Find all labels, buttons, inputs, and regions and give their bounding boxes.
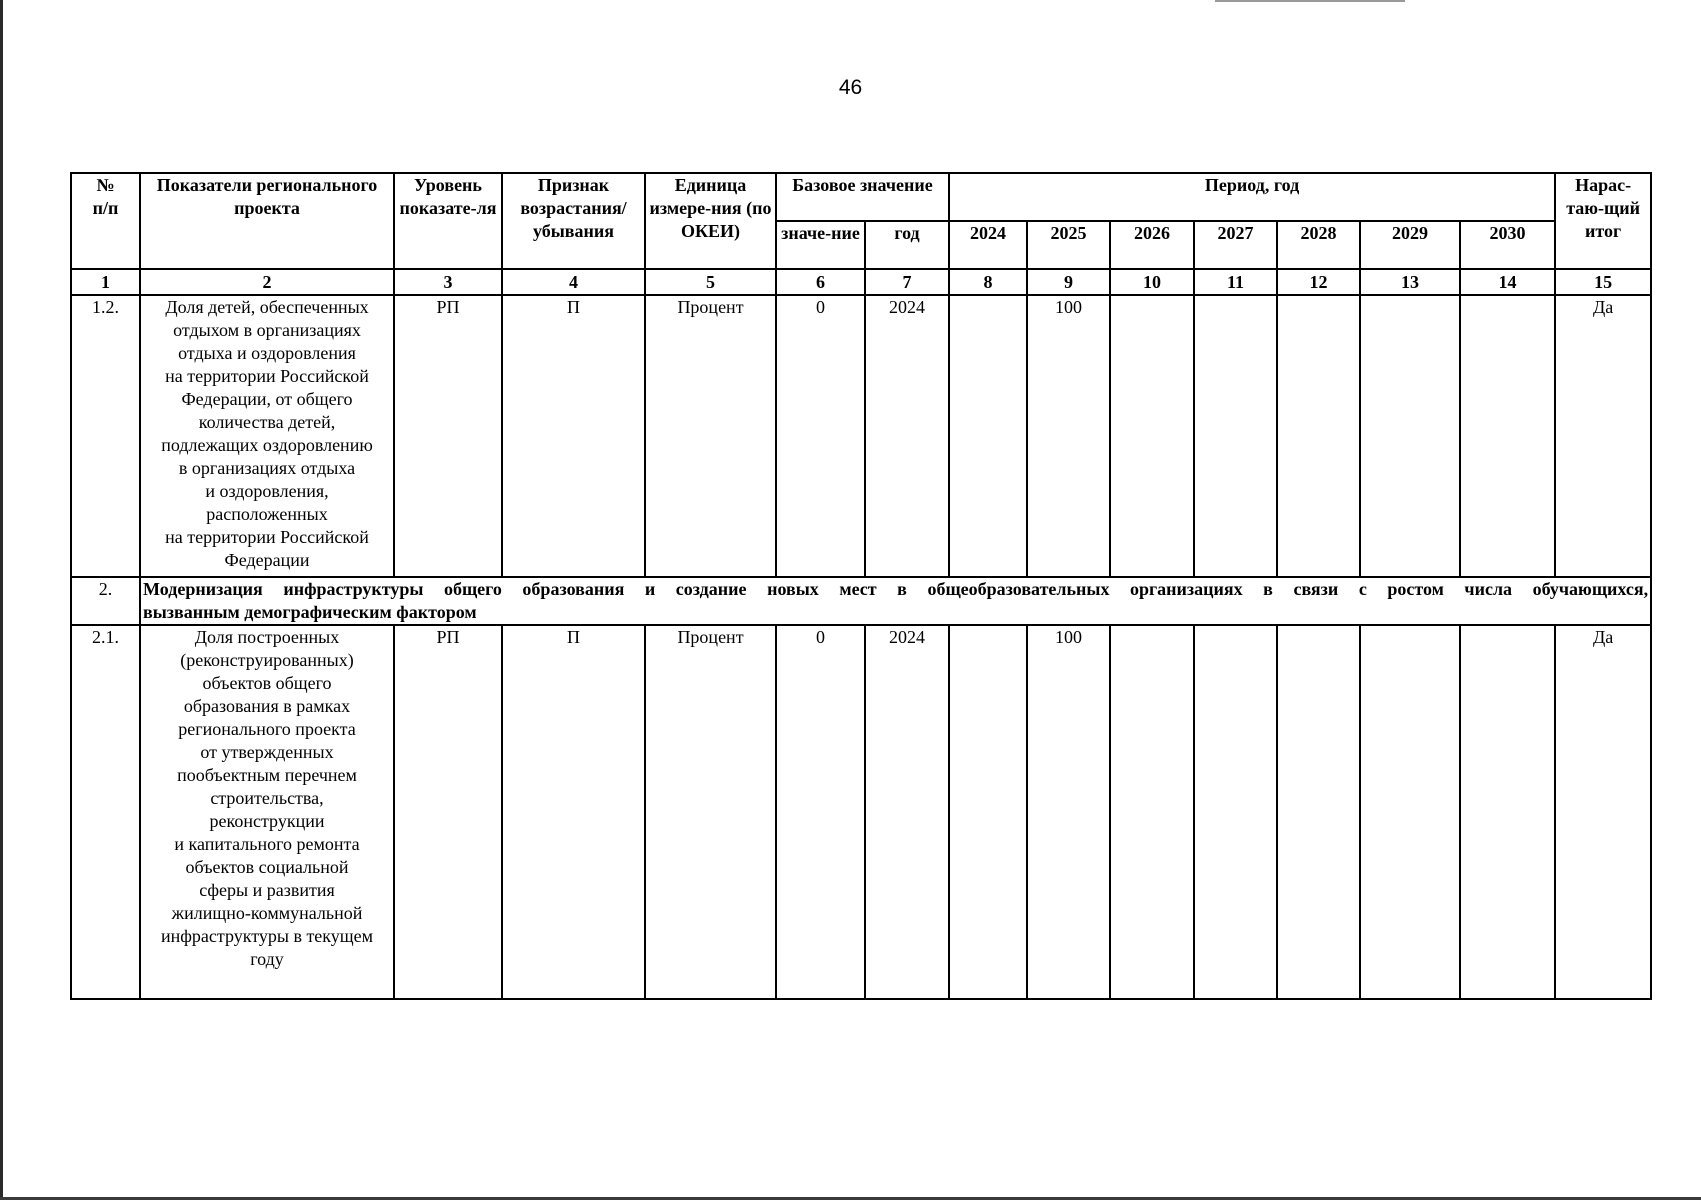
column-number: 8: [949, 269, 1027, 295]
row-base-value: 0: [776, 625, 865, 999]
row-cumulative: Да: [1555, 625, 1651, 999]
column-number: 6: [776, 269, 865, 295]
header-base-value: значе-ние: [776, 221, 865, 269]
row-unit: Процент: [645, 625, 776, 999]
row-2026: [1110, 625, 1194, 999]
row-trend: П: [502, 295, 645, 577]
header-year-2029: 2029: [1360, 221, 1460, 269]
column-number: 14: [1460, 269, 1555, 295]
column-number: 15: [1555, 269, 1651, 295]
column-number: 3: [394, 269, 502, 295]
row-2029: [1360, 295, 1460, 577]
header-period: Период, год: [949, 173, 1555, 221]
column-number: 13: [1360, 269, 1460, 295]
row-2028: [1277, 625, 1360, 999]
row-2028: [1277, 295, 1360, 577]
row-2030: [1460, 295, 1555, 577]
row-2024: [949, 295, 1027, 577]
header-year-2026: 2026: [1110, 221, 1194, 269]
column-number: 12: [1277, 269, 1360, 295]
row-base-value: 0: [776, 295, 865, 577]
scan-edge-left: [0, 0, 3, 1200]
header-indicator: Показатели регионального проекта: [140, 173, 394, 269]
column-number: 11: [1194, 269, 1277, 295]
scan-mark-top: [1215, 0, 1405, 2]
section-row: [71, 577, 1651, 625]
row-2024: [949, 625, 1027, 999]
header-year-2028: 2028: [1277, 221, 1360, 269]
header-trend: Признак возрастания/ убывания: [502, 173, 645, 269]
header-year-2027: 2027: [1194, 221, 1277, 269]
row-2025: 100: [1027, 625, 1110, 999]
row-2030: [1460, 625, 1555, 999]
header-base-year: год: [865, 221, 949, 269]
row-level: РП: [394, 295, 502, 577]
row-2029: [1360, 625, 1460, 999]
row-2025: 100: [1027, 295, 1110, 577]
section-title: [140, 577, 1651, 625]
column-number: 4: [502, 269, 645, 295]
row-2026: [1110, 295, 1194, 577]
section-title-line2: вызванным демографическим фактором: [143, 602, 477, 622]
row-trend: П: [502, 625, 645, 999]
column-numbers-row: [71, 269, 1651, 295]
header-cumulative: Нарас-таю-щий итог: [1555, 173, 1651, 269]
header-row: [71, 173, 1651, 221]
row-2027: [1194, 625, 1277, 999]
section-no: 2.: [71, 577, 140, 625]
row-2027: [1194, 295, 1277, 577]
header-level: Уровень показате-ля: [394, 173, 502, 269]
row-no: 2.1.: [71, 625, 140, 999]
row-indicator: Доля детей, обеспеченных отдыхом в организациях отдыха и оздоровления на территории Российской Федерации, от общего количества детей, подлежащих оздоровлению в организациях отдыха и оздоровления, расположенных на территории Российской Федерации: [140, 295, 394, 577]
header-year-2025: 2025: [1027, 221, 1110, 269]
column-number: 1: [71, 269, 140, 295]
column-number: 5: [645, 269, 776, 295]
column-number: 10: [1110, 269, 1194, 295]
header-year-2030: 2030: [1460, 221, 1555, 269]
row-cumulative: Да: [1555, 295, 1651, 577]
column-number: 7: [865, 269, 949, 295]
table-row: [71, 295, 1651, 577]
row-no: 1.2.: [71, 295, 140, 577]
header-base: Базовое значение: [776, 173, 949, 221]
header-unit: Единица измере-ния (по ОКЕИ): [645, 173, 776, 269]
row-base-year: 2024: [865, 625, 949, 999]
column-number: 2: [140, 269, 394, 295]
row-base-year: 2024: [865, 295, 949, 577]
indicators-table: [70, 172, 1652, 1000]
row-unit: Процент: [645, 295, 776, 577]
row-level: РП: [394, 625, 502, 999]
table-row: [71, 625, 1651, 999]
row-indicator: Доля построенных (реконструированных) объектов общего образования в рамках регионального проекта от утвержденных пообъектным перечнем строительства, реконструкции и капитального ремонта объектов социальной сферы и развития жилищно-коммунальной инфраструктуры в текущем году: [140, 625, 394, 999]
header-no: № п/п: [71, 173, 140, 269]
page-number: 46: [838, 76, 863, 99]
header-year-2024: 2024: [949, 221, 1027, 269]
section-title-line1: Модернизация инфраструктуры общего образования и создание новых мест в общеобразовательных организациях в связи с ростом числа обучающихся,: [143, 579, 1649, 599]
column-number: 9: [1027, 269, 1110, 295]
